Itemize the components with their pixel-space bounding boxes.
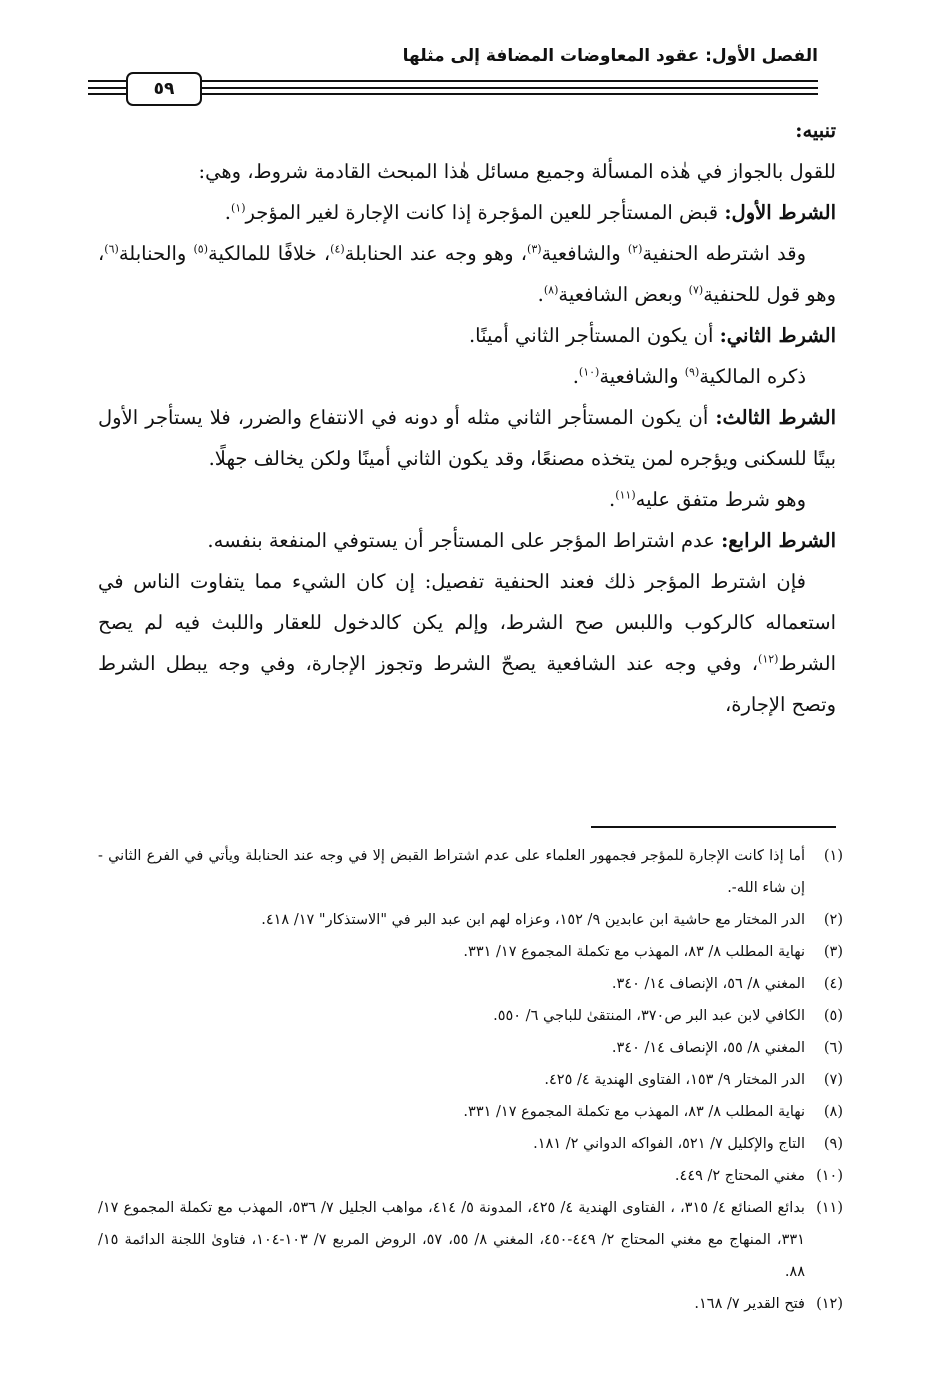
paragraph: وهو شرط متفق عليه$^{(١١)}$. [608,488,806,511]
footnote-ref: (٨) [543,283,559,297]
footnote-ref: (٥) [193,242,208,256]
condition-1: الشرط الأول: قبض المستأجر للعين المؤجرة إذا كانت الإجارة لغير المؤجر$^{(١)}$. [224,201,836,224]
footnote: (٦) المغني ٨/ ٥٥، الإنصاف ١٤/ ٣٤٠. [611,1040,843,1056]
paragraph: وقد اشترطه الحنفية$^{(٢)}$ والشافعية$^{(٣)}$، وهو وجه عند الحنابلة$^{(٤)}$، خلافًا للمالكية$^{(٥)}$ والحنابلة$^{(٦)}$، وهو قول للحنفية$^{(٧)}$ وبعض الشافعية$^{(٨)}$. [98,242,836,306]
footnote-ref: (٣) [527,242,542,256]
paragraph: للقول بالجواز في هٰذه المسألة وجميع مسائل هٰذا المبحث القادمة شروط، وهي: [198,160,836,183]
condition-label: الشرط الأول: [724,201,836,224]
paragraph: فإن اشترط المؤجر ذلك فعند الحنفية تفصيل: إن كان الشيء مما يتفاوت الناس في استعماله كالركوب واللبس صح الشرط، وإلم يكن كالدخول للعقار واللبث فيه لم يصح الشرط$^{(١٢)}$، وفي وجه عند الشافعية يصحّ الشرط وتجوز الإجارة، وفي وجه يبطل الشرط وتصح الإجارة، [98,570,836,716]
footnote-ref: (٤) [330,242,345,256]
note-heading: تنبيه: [795,119,836,142]
footnote: (١١) بدائع الصنائع ٤/ ٣١٥، ، الفتاوى الهندية ٤/ ٤٢٥، المدونة ٥/ ٤١٤، مواهب الجليل ٧/ ٥٣٦، المهذب مع تكملة المجموع ١٧/ ٣٣١، المنهاج مع مغني المحتاج ٢/ ٤٤٩-٤٥٠، المغني ٨/ ٥٥، ٥٧، الروض المربع ٧/ ١٠٣-١٠٤، فتاوىٰ اللجنة الدائمة ١٥/ ٨٨. [98,1200,843,1280]
condition-label: الشرط الثالث: [715,406,837,429]
footnote: (١) أما إذا كانت الإجارة للمؤجر فجمهور العلماء على عدم اشتراط القبض إلا في وجه عند الحنابلة ويأتي في الفرع الثاني - إن شاء الله-. [98,848,843,896]
page-number: ٥٩ [126,72,202,106]
footnote-ref: (١٠) [578,365,600,379]
footnotes [98,840,843,1320]
condition-2: الشرط الثاني: أن يكون المستأجر الثاني أمينًا. [468,324,836,347]
footnote-ref: (١) [230,201,246,215]
footnote: (٥) الكافي لابن عبد البر ص٣٧٠، المنتقىٰ للباجي ٦/ ٥٥٠. [493,1008,843,1024]
condition-label: الشرط الثاني: [719,324,836,347]
paragraph: ذكره المالكية$^{(٩)}$ والشافعية$^{(١٠)}$. [572,365,806,388]
footnote-ref: (١٢) [758,652,779,666]
footnote-ref: (١١) [615,488,636,502]
footnote: (٨) نهاية المطلب ٨/ ٨٣، المهذب مع تكملة المجموع ١٧/ ٣٣١. [463,1104,843,1120]
running-header: الفصل الأول: عقود المعاوضات المضافة إلى مثلها [402,46,818,66]
footnote: (١٢) فتح القدير ٧/ ١٦٨. [694,1296,843,1312]
condition-label: الشرط الرابع: [721,529,836,552]
footnote: (٧) الدر المختار ٩/ ١٥٣، الفتاوى الهندية ٤/ ٤٢٥. [544,1072,843,1088]
condition-3: الشرط الثالث: أن يكون المستأجر الثاني مثله أو دونه في الانتفاع والضرر، فلا يستأجر الأول بيتًا للسكنى ويؤجره لمن يتخذه مصنعًا، وقد يكون الثاني أمينًا ولكن يخالف جهلًا. [98,406,837,470]
footnote: (١٠) مغني المحتاج ٢/ ٤٤٩. [674,1168,843,1184]
footnote: (٤) المغني ٨/ ٥٦، الإنصاف ١٤/ ٣٤٠. [611,976,843,992]
footnote: (٩) التاج والإكليل ٧/ ٥٢١، الفواكه الدواني ٢/ ١٨١. [533,1136,843,1152]
footnote-ref: (٧) [688,283,704,297]
footnote-separator [591,826,836,828]
footnote-ref: (٩) [684,365,700,379]
footnote: (٢) الدر المختار مع حاشية ابن عابدين ٩/ ١٥٢، وعزاه لهم ابن عبد البر في "الاستذكار" ١٧/ ٤١٨. [261,912,843,928]
footnote-ref: (٢) [627,242,643,256]
footnote: (٣) نهاية المطلب ٨/ ٨٣، المهذب مع تكملة المجموع ١٧/ ٣٣١. [463,944,843,960]
condition-4: الشرط الرابع: عدم اشتراط المؤجر على المستأجر أن يستوفي المنفعة بنفسه. [207,529,836,552]
main-text [98,110,836,725]
footnote-ref: (٦) [104,242,119,256]
